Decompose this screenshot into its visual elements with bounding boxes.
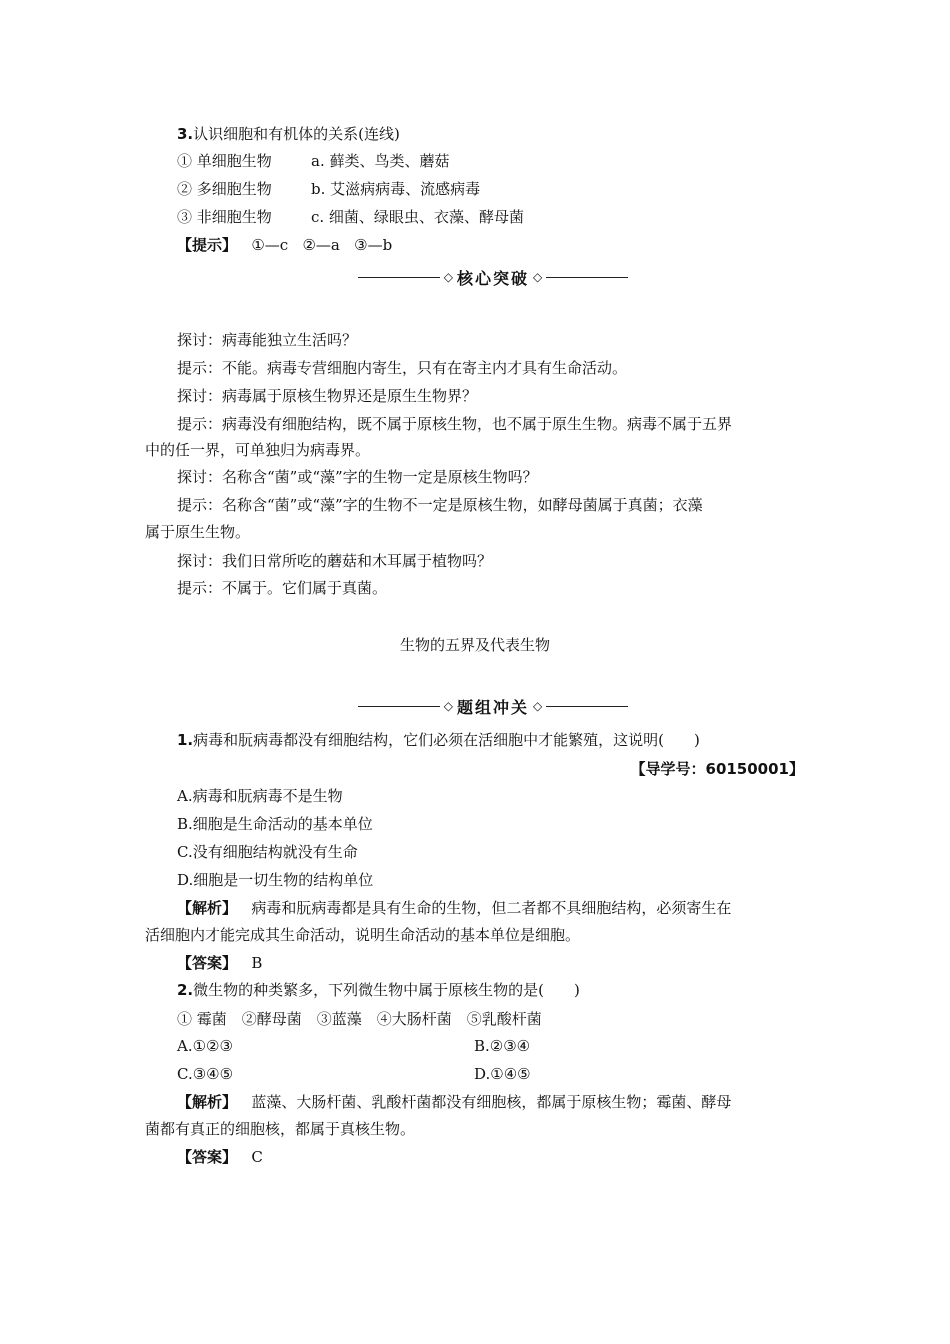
answer-value: C bbox=[251, 1148, 263, 1166]
answer-label: 【答案】 bbox=[177, 1148, 238, 1166]
diamond-icon: ◇ bbox=[533, 270, 543, 284]
q1-option-d: D.细胞是一切生物的结构单位 bbox=[177, 871, 374, 889]
discussion-line: 探讨：病毒能独立生活吗？ bbox=[177, 331, 358, 349]
banner-exercises bbox=[358, 694, 628, 718]
discussion-line: 提示：名称含“菌”或“藻”字的生物不一定是原核生物，如酵母菌属于真菌；衣藻 bbox=[177, 496, 703, 514]
q1-stem-text: 病毒和朊病毒都没有细胞结构，它们必须在活细胞中才能繁殖，这说明( ) bbox=[193, 731, 700, 749]
banner-core-breakthrough bbox=[358, 265, 628, 289]
discussion-line: 属于原生生物。 bbox=[145, 523, 251, 541]
discussion-line: 探讨：病毒属于原核生物界还是原生生物界？ bbox=[177, 387, 478, 405]
hint-line bbox=[177, 235, 392, 255]
banner-rule-right bbox=[546, 277, 628, 278]
match-row bbox=[177, 179, 480, 199]
hint-text: ①—c ②—a ③—b bbox=[251, 236, 393, 254]
analysis-text: 病毒和朊病毒都是具有生命的生物，但二者都不具细胞结构，必须寄生在 bbox=[251, 899, 732, 917]
diamond-icon: ◇ bbox=[443, 270, 453, 284]
q1-option-a: A.病毒和朊病毒不是生物 bbox=[177, 787, 343, 805]
q3-heading bbox=[177, 124, 400, 144]
banner-rule-left bbox=[358, 277, 440, 278]
discussion-line: 探讨：名称含“菌”或“藻”字的生物一定是原核生物吗？ bbox=[177, 468, 538, 486]
match-right: b. 艾滋病病毒、流感病毒 bbox=[311, 180, 481, 198]
section-title: 生物的五界及代表生物 bbox=[399, 636, 550, 654]
q1-analysis-cont: 活细胞内才能完成其生命活动，说明生命活动的基本单位是细胞。 bbox=[145, 926, 581, 944]
discussion-line: 提示：病毒没有细胞结构，既不属于原核生物，也不属于原生生物。病毒不属于五界 bbox=[177, 415, 733, 433]
match-right: a. 藓类、鸟类、蘑菇 bbox=[311, 152, 450, 170]
diamond-icon: ◇ bbox=[533, 699, 543, 713]
q2-option-a: A.①②③ bbox=[177, 1037, 233, 1055]
q1-option-b: B.细胞是生命活动的基本单位 bbox=[177, 815, 373, 833]
banner-rule-right bbox=[546, 706, 628, 707]
discussion-line: 探讨：我们日常所吃的蘑菇和木耳属于植物吗？ bbox=[177, 552, 493, 570]
analysis-text: 蓝藻、大肠杆菌、乳酸杆菌都没有细胞核，都属于原核生物；霉菌、酵母 bbox=[251, 1093, 732, 1111]
q2-items: ① 霉菌 ②酵母菌 ③蓝藻 ④大肠杆菌 ⑤乳酸杆菌 bbox=[177, 1010, 542, 1028]
match-left: ① 单细胞生物 bbox=[177, 152, 272, 170]
diamond-icon: ◇ bbox=[443, 699, 453, 713]
answer-value: B bbox=[251, 954, 263, 972]
q1-number: 1. bbox=[177, 731, 194, 749]
q2-number: 2. bbox=[177, 981, 194, 999]
match-row bbox=[177, 207, 524, 227]
match-left: ③ 非细胞生物 bbox=[177, 208, 272, 226]
q2-option-b: B.②③④ bbox=[474, 1037, 531, 1055]
q2-analysis-cont: 菌都有真正的细胞核，都属于真核生物。 bbox=[145, 1120, 416, 1138]
q2-stem bbox=[177, 980, 580, 1000]
analysis-label: 【解析】 bbox=[177, 899, 238, 917]
banner-title: 核心突破 bbox=[457, 268, 530, 288]
hint-label: 【提示】 bbox=[177, 236, 238, 254]
q1-answer bbox=[177, 953, 262, 973]
q2-analysis bbox=[177, 1092, 731, 1112]
discussion-line: 提示：不能。病毒专营细胞内寄生，只有在寄主内才具有生命活动。 bbox=[177, 359, 628, 377]
match-row bbox=[177, 151, 449, 171]
discussion-line: 提示：不属于。它们属于真菌。 bbox=[177, 579, 388, 597]
q1-study-code: 【导学号：60150001】 bbox=[630, 760, 804, 778]
banner-rule-left bbox=[358, 706, 440, 707]
q3-number: 3. bbox=[177, 125, 194, 143]
q1-stem bbox=[177, 730, 700, 750]
discussion-line: 中的任一界，可单独归为病毒界。 bbox=[145, 441, 371, 459]
q2-option-d: D.①④⑤ bbox=[474, 1065, 531, 1083]
q1-option-c: C.没有细胞结构就没有生命 bbox=[177, 843, 358, 861]
match-left: ② 多细胞生物 bbox=[177, 180, 272, 198]
banner-title: 题组冲关 bbox=[457, 697, 530, 717]
q2-option-c: C.③④⑤ bbox=[177, 1065, 234, 1083]
q2-stem-text: 微生物的种类繁多，下列微生物中属于原核生物的是( ) bbox=[193, 981, 580, 999]
q2-answer bbox=[177, 1147, 263, 1167]
analysis-label: 【解析】 bbox=[177, 1093, 238, 1111]
q3-text: 认识细胞和有机体的关系(连线) bbox=[193, 125, 400, 143]
q1-analysis bbox=[177, 898, 731, 918]
answer-label: 【答案】 bbox=[177, 954, 238, 972]
match-right: c. 细菌、绿眼虫、衣藻、酵母菌 bbox=[311, 208, 524, 226]
